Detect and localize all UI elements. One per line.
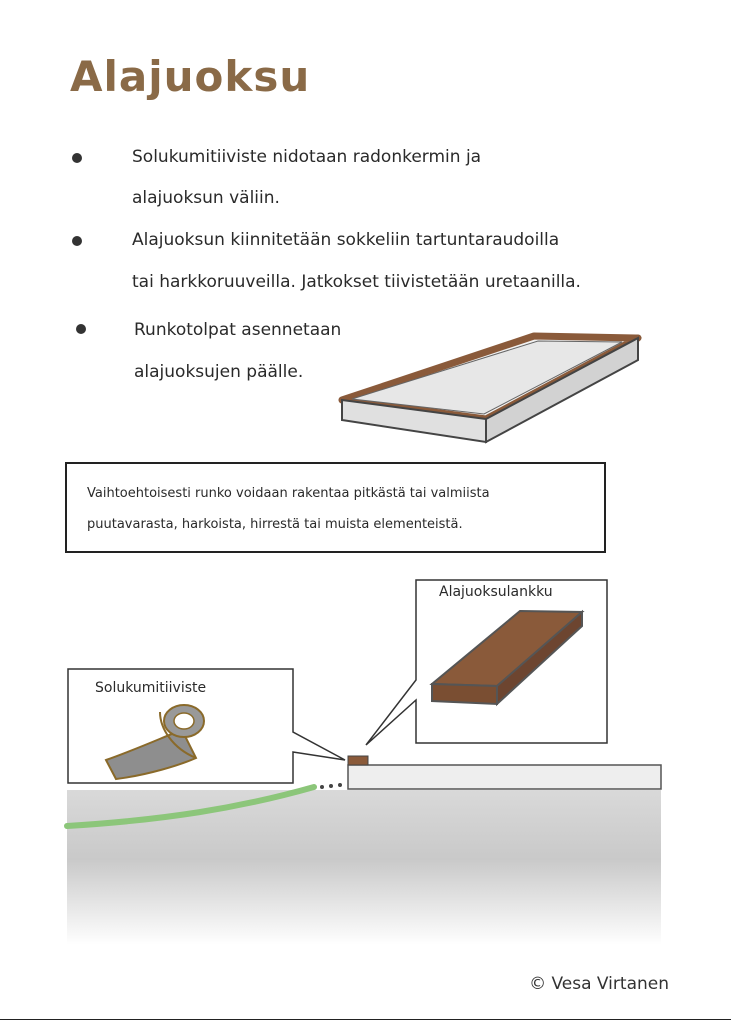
note-line-1: Vaihtoehtoisesti runko voidaan rakentaa pitkästä tai valmiista — [87, 486, 490, 501]
bullet-1-line-1: Solukumitiiviste nidotaan radonkermin ja — [132, 147, 482, 167]
callout-label-foam-seal: Solukumitiiviste — [95, 680, 207, 696]
page-title: Alajuoksu — [70, 52, 311, 101]
callout-sill-plank — [366, 580, 607, 745]
note-line-2: puutavarasta, harkoista, hirrestä tai muista elementeistä. — [87, 517, 463, 532]
sill-frame-illustration — [342, 336, 638, 442]
callout-label-sill-plank: Alajuoksulankku — [439, 584, 553, 600]
bullet-1-line-2: alajuoksun väliin. — [132, 188, 280, 208]
bullet-3-line-1: Runkotolpat asennetaan — [134, 320, 342, 340]
bullet-3-line-2: alajuoksujen päälle. — [134, 362, 304, 382]
bullet-2-line-1: Alajuoksun kiinnitetään sokkeliin tartuntaraudoilla — [132, 230, 560, 250]
ground-illustration — [67, 756, 661, 945]
note-box — [65, 462, 606, 553]
bottom-rule — [0, 1019, 731, 1020]
bullet-2-line-2: tai harkkoruuveilla. Jatkokset tiivistetään uretaanilla. — [132, 272, 581, 292]
copyright: © Vesa Virtanen — [529, 974, 669, 994]
